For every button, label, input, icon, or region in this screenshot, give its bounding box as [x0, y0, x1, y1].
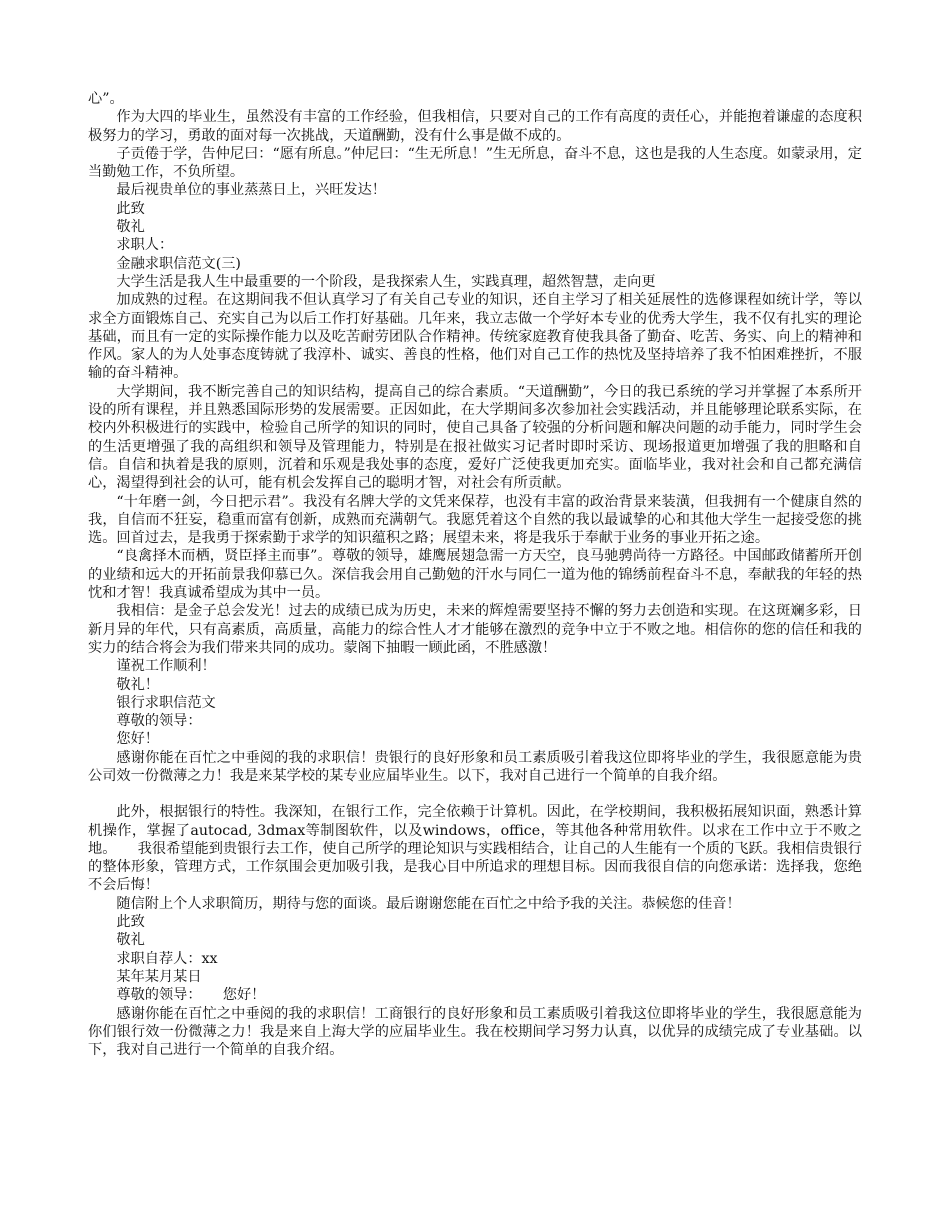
paragraph: 大学生活是我人生中最重要的一个阶段，是我探索人生，实践真理，超然智慧，走向更 [116, 273, 656, 290]
closing-line: 此致 [116, 914, 145, 931]
paragraph: 加成熟的过程。在这期间我不但认真学习了有关自己专业的知识，还自主学习了相关延展性的选修课程如统计学，等以求全方面锻炼自己、充实自己为以后工作打好基础。几年来，我立志做一个学好本专业的优秀大学生，我不仅有扎实的理论基础，而且有一定的实际操作能力以及吃苦耐劳团队合作精神。传统家庭教育使我具备了勤奋、吃苦、务实、向上的精神和作风。家人的为人处事态度铸就了我淳朴、诚实、善良的性格，他们对自己工作的热忱及坚持培养了我不怕困难挫折，不服输的奋斗精神。 [88, 292, 862, 382]
paragraph: 随信附上个人求职简历，期待与您的面谈。最后谢谢您能在百忙之中给予我的关注。恭候您的佳音！ [116, 895, 741, 912]
paragraph: 心”。 [88, 91, 124, 107]
date-line: 某年某月某日 [116, 968, 202, 985]
salutation: 尊敬的领导： 您好！ [116, 987, 266, 1004]
section-heading: 金融求职信范文(三) [116, 255, 241, 272]
paragraph: 感谢你能在百忙之中垂阅的我的求职信！工商银行的良好形象和员工素质吸引着我这位即将毕业的学生，我很愿意能为你们银行效一份微薄之力！我是来自上海大学的应届毕业生。我在校期间学习努力认真，以优异的成绩完成了专业基础。以下，我对自己进行一个简单的自我介绍。 [88, 1005, 862, 1059]
closing-line: 敬礼 [116, 932, 145, 949]
signature-line: 求职人： [116, 237, 174, 254]
closing-line: 敬礼 [116, 219, 145, 236]
closing-line: 此致 [116, 200, 145, 217]
salutation: 尊敬的领导： [116, 713, 202, 730]
paragraph: 子贡倦于学，告仲尼曰：“愿有所息。”仲尼曰：“生无所息！”生无所息，奋斗不息，这也是我的人生态度。如蒙录用，定当勤勉工作，不负所望。 [88, 145, 862, 181]
closing-line: 敬礼！ [116, 676, 159, 693]
paragraph: 我相信：是金子总会发光！过去的成绩已成为历史，未来的辉煌需要坚持不懈的努力去创造和实现。在这斑斓多彩，日新月异的年代，只有高素质，高质量，高能力的综合性人才才能够在激烈的竞争中立于不败之地。相信你的您的信任和我的实力的结合将会为我们带来共同的成功。蒙阁下抽暇一顾此函，不胜感激！ [88, 603, 862, 656]
paragraph: 作为大四的毕业生，虽然没有丰富的工作经验，但我相信，只要对自己的工作有高度的责任心，并能抱着谦虚的态度积极努力的学习，勇敢的面对每一次挑战，天道酬勤，没有什么事是做不成的。 [88, 109, 862, 144]
paragraph: 最后视贵单位的事业蒸蒸日上，兴旺发达！ [116, 182, 386, 199]
section-heading: 银行求职信范文 [116, 694, 216, 711]
paragraph: 感谢你能在百忙之中垂阅的我的求职信！贵银行的良好形象和员工素质吸引着我这位即将毕业的学生，我很愿意能为贵公司效一份微薄之力！我是来某学校的某专业应届毕业生。以下，我对自己进行一个简单的自我介绍。 [88, 749, 862, 784]
closing-line: 谨祝工作顺利！ [116, 658, 216, 675]
paragraph: “十年磨一剑，今日把示君”。我没有名牌大学的文凭来保荐，也没有丰富的政治背景来装潢，但我拥有一个健康自然的我，自信而不狂妄，稳重而富有创新，成熟而充满朝气。我愿凭着这个自然的我以最诚挚的心和其他大学生一起接受您的挑选。回首过去，是我勇于探索勤于求学的知识蕴积之路；展望未来，将是我乐于奉献于业务的事业开拓之途。 [88, 493, 862, 547]
paragraph: 此外，根据银行的特性。我深知，在银行工作，完全依赖于计算机。因此，在学校期间，我积极拓展知识面，熟悉计算机操作，掌握了autocad, 3dmax等制图软件，以及windows，office，等其他各种常用软件。以求在工作中立于不败之地。 我很希望能到贵银行去工作，使自己所学的理论知识与实践相结合，让自己的人生能有一个质的飞跃。我相信贵银行的整体形象，管理方式，工作氛围会更加吸引我，是我心目中所追求的理想目标。因而我很自信的向您承诺：选择我，您绝不会后悔！ [88, 804, 862, 894]
signature-line: 求职自荐人：xx [116, 950, 218, 967]
paragraph: “良禽择木而栖，贤臣择主而事”。尊敬的领导，雄鹰展翅急需一方天空，良马驰骋尚待一方路径。中国邮政储蓄所开创的业绩和远大的开拓前景我仰慕已久。深信我会用自己勤勉的汗水与同仁一道为他的锦绣前程奋斗不息，奉献我的年轻的热忱和才智！我真诚希望成为其中一员。 [88, 548, 862, 602]
greeting: 您好！ [116, 731, 159, 748]
paragraph: 大学期间，我不断完善自己的知识结构，提高自己的综合素质。“天道酬勤”，今日的我已系统的学习并掌握了本系所开设的所有课程，并且熟悉国际形势的发展需要。正因如此，在大学期间多次参加社会实践活动，并且能够理论联系实际，在校内外积极进行的实践中，检验自己所学的知识的同时，使自己具备了较强的分析问题和解决问题的动手能力，同时学生会的生活更增强了我的高组织和领导及管理能力，特别是在报社做实习记者时即时采访、现场报道更加增强了我的胆略和自信。自信和执着是我的原则，沉着和乐观是我处事的态度，爱好广泛使我更加充实。面临毕业，我对社会和自己都充满信心，渴望得到社会的认可，能有机会发挥自己的聪明才智，对社会有所贡献。 [88, 383, 862, 492]
blank-line [88, 785, 862, 803]
